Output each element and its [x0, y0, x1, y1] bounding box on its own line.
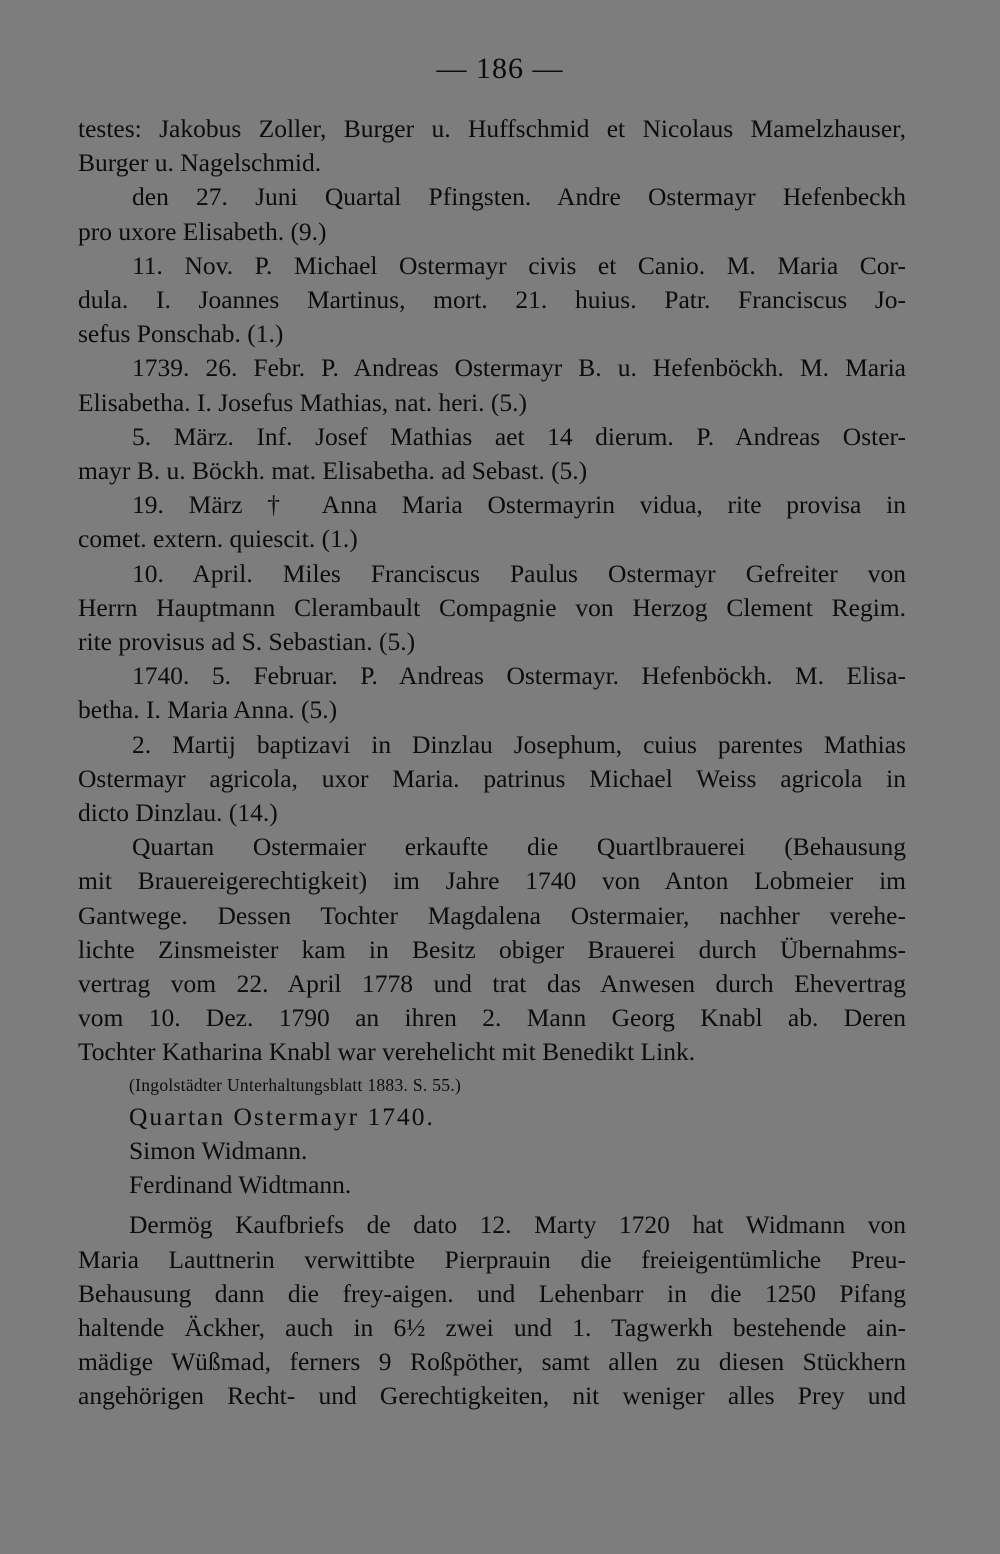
text-line: Dermög Kaufbriefs de dato 12. Marty 1720 hat Widmann von: [129, 1210, 906, 1240]
text-line: testes: Jakobus Zoller, Burger u. Huffschmid et Nicolaus Mamelzhauser,: [78, 114, 906, 143]
text-line: dicto Dinzlau. (14.): [78, 798, 278, 828]
text-line: comet. extern. quiescit. (1.): [78, 524, 358, 554]
text-line: mit Brauereigerechtigkeit) im Jahre 1740 von Anton Lobmeier im: [78, 866, 906, 896]
text-line: 19. März † Anna Maria Ostermayrin vidua, rite provisa in: [132, 490, 906, 520]
text-line: pro uxore Elisabeth. (9.): [78, 216, 327, 246]
text-line: angehörigen Recht- und Gerechtigkeiten, nit weniger alles Prey und: [78, 1381, 906, 1411]
text-line: sefus Ponschab. (1.): [78, 319, 284, 349]
text-line: 11. Nov. P. Michael Ostermayr civis et Canio. M. Maria Cor-: [132, 250, 906, 280]
text-line: 5. März. Inf. Josef Mathias aet 14 dierum. P. Andreas Oster-: [132, 421, 906, 451]
text-line: Quartan Ostermayr 1740.: [129, 1101, 435, 1131]
text-line: Ferdinand Widtmann.: [129, 1170, 352, 1200]
text-line: Gantwege. Dessen Tochter Magdalena Ostermaier, nachher verehe-: [78, 900, 906, 930]
text-line: 10. April. Miles Franciscus Paulus Ostermayr Gefreiter von: [132, 558, 906, 588]
text-line: 2. Martij baptizavi in Dinzlau Josephum, cuius parentes Mathias: [132, 729, 906, 759]
text-line: Simon Widmann.: [129, 1135, 308, 1165]
text-line: betha. I. Maria Anna. (5.): [78, 695, 338, 725]
text-line: Ostermayr agricola, uxor Maria. patrinus Michael Weiss agricola in: [78, 763, 906, 793]
text-line: lichte Zinsmeister kam in Besitz obiger Brauerei durch Übernahms-: [78, 934, 906, 964]
text-line: Burger u. Nagelschmid.: [78, 148, 322, 178]
text-line: Maria Lauttnerin verwittibte Pierprauin die freieigentümliche Preu-: [78, 1244, 906, 1274]
text-line: mayr B. u. Böckh. mat. Elisabetha. ad Sebast. (5.): [78, 456, 588, 486]
page-number: — 186 —: [436, 52, 564, 85]
text-line: 1739. 26. Febr. P. Andreas Ostermayr B. u. Hefenböckh. M. Maria: [132, 353, 906, 383]
text-line: mädige Wüßmad, ferners 9 Roßpöther, samt allen zu diesen Stückhern: [78, 1347, 906, 1377]
text-line: Quartan Ostermaier erkaufte die Quartlbrauerei (Behausung: [132, 832, 906, 862]
text-line: dula. I. Joannes Martinus, mort. 21. huius. Patr. Franciscus Jo-: [78, 285, 906, 315]
text-line: Tochter Katharina Knabl war verehelicht mit Benedikt Link.: [78, 1037, 696, 1067]
text-line: rite provisus ad S. Sebastian. (5.): [78, 627, 416, 657]
citation-line: (Ingolstädter Unterhaltungsblatt 1883. S. 55.): [129, 1074, 462, 1095]
page-body: [78, 112, 906, 1414]
text-line: vertrag vom 22. April 1778 und trat das Anwesen durch Ehevertrag: [78, 969, 906, 999]
text-line: Elisabetha. I. Josefus Mathias, nat. heri. (5.): [78, 387, 527, 417]
text-line: Herrn Hauptmann Clerambault Compagnie von Herzog Clement Regim.: [78, 592, 906, 622]
text-line: vom 10. Dez. 1790 an ihren 2. Mann Georg Knabl ab. Deren: [78, 1003, 906, 1033]
text-line: den 27. Juni Quartal Pfingsten. Andre Ostermayr Hefenbeckh: [132, 182, 906, 212]
text-line: 1740. 5. Februar. P. Andreas Ostermayr. Hefenböckh. M. Elisa-: [132, 661, 906, 691]
text-line: haltende Äckher, auch in 6½ zwei und 1. Tagwerkh bestehende ain-: [78, 1312, 906, 1342]
text-line: Behausung dann die frey-aigen. und Lehenbarr in die 1250 Pifang: [78, 1278, 906, 1308]
